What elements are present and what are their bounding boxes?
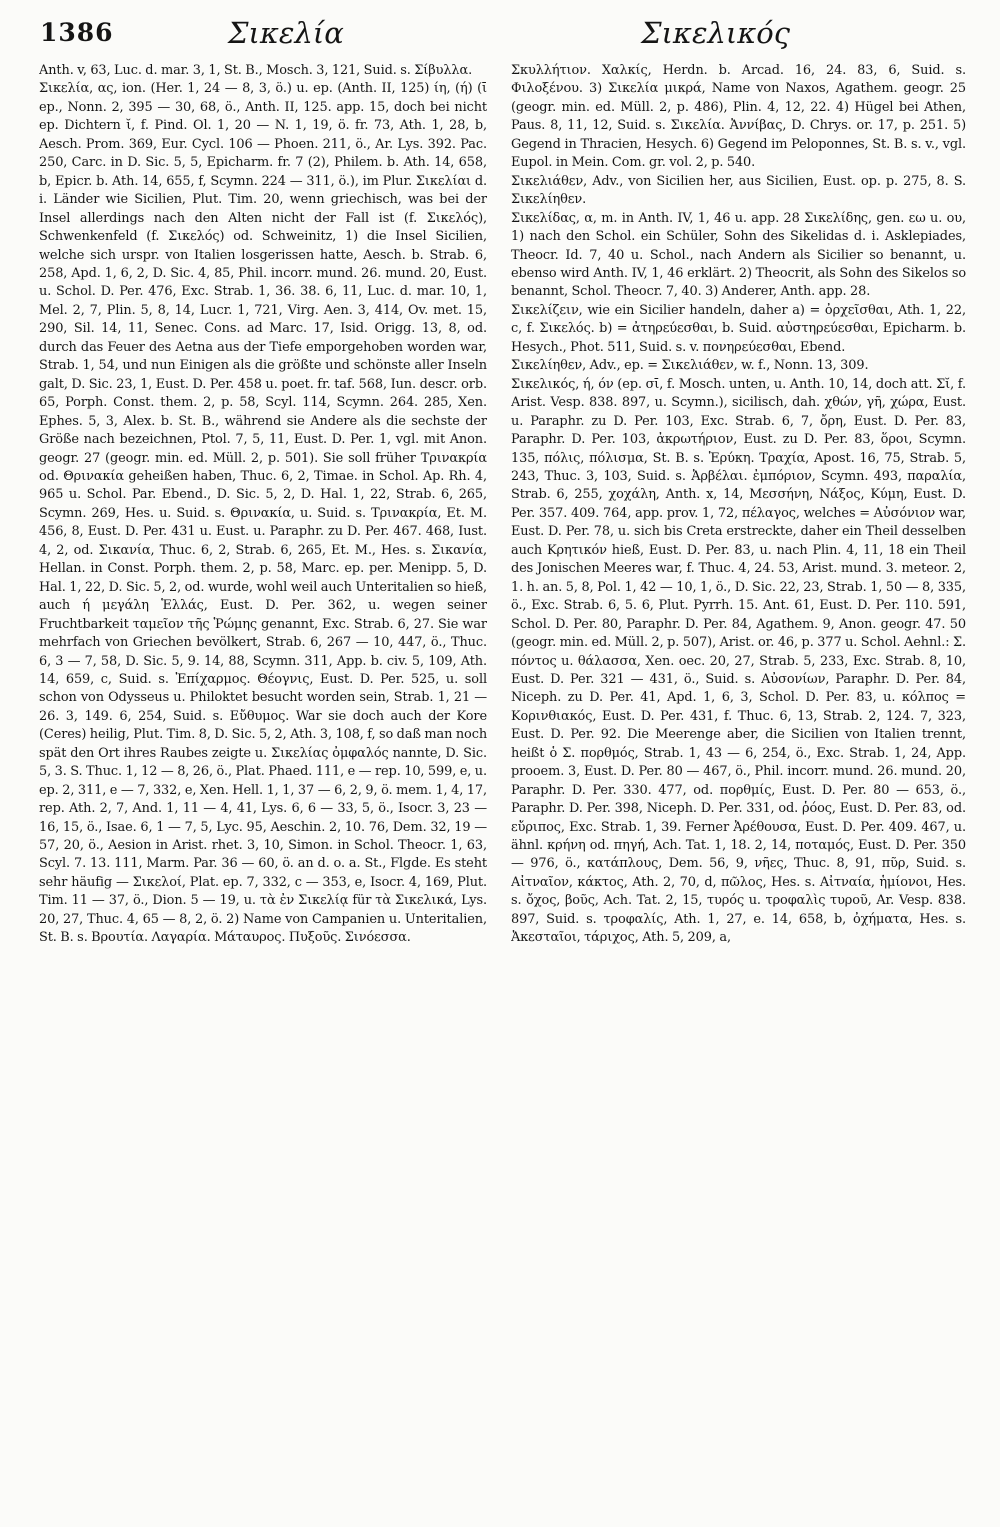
- entry-sikelia: Σικελία, ας, ion. (Her. 1, 24 — 8, 3, ö.) u. ep. (Anth. II, 125) ίη, (ή) (ῑ ep., Nonn. 2, 395 — 30, 68, ö., Anth. II, 125. app. 15, doch bei nicht ep. Dichtern ῐ, f. Pind. Ol. 1, 20 — N. 1, 19, ö. fr. 73, Ath. 1, 28, b, Aesch. Prom. 369, Eur. Cycl. 106 — Phoen. 211, ö., Ar. Lys. 392. Pac. 250, Carc. in D. Sic. 5, 5, Epicharm. fr. 7 (2), Philem. b. Ath. 14, 658, b, Epicr. b. Ath. 14, 655, f, Scymn. 224 — 311, ö.), im Plur. Σικελίαι d. i. Länder wie Sicilien, Plut. Tim. 20, wenn griechisch, was bei der Insel allerdings nach den Alten nicht der Fall ist (f. Σικελός), Schwenkenfeld (f. Σικελός) od. Schweinitz, 1) die Insel Sicilien, welche sich urspr. von Italien losgerissen hatte, Aesch. b. Strab. 6, 258, Apd. 1, 6, 2, D. Sic. 4, 85, Phil. incorr. mund. 26. mund. 20, Eust. u. Schol. D. Per. 476, Exc. Strab. 1, 36. 38. 6, 11, Luc. d. mar. 10, 1, Mel. 2, 7, Plin. 5, 8, 14, Lucr. 1, 721, Virg. Aen. 3, 414, Ov. met. 15, 290, Sil. 14, 11, Senec. Cons. ad Marc. 17, Isid. Origg. 13, 8, od. durch das Feuer des Aetna aus der Tiefe emporgehoben worden war, Strab. 1, 54, und nun Einigen als die größte und schönste aller Inseln galt, D. Sic. 23, 1, Eust. D. Per. 458 u. poet. fr. taf. 568, Iun. descr. orb. 65, Porph. Const. them. 2, p. 58, Scyl. 114, Scymn. 264. 285, Xen. Ephes. 5, 3, Alex. b. St. B., während sie Andere als die sechste der Größe nach bezeichnen, Ptol. 7, 5, 11, Eust. D. Per. 1, vgl. mit Anon. geogr. 27 (geogr. min. ed. Müll. 2, p. 501). Sie soll früher Τρινακρία od. Θρινακία geheißen haben, Thuc. 6, 2, Timae. in Schol. Ap. Rh. 4, 965 u. Schol. Par. Ebend., D. Sic. 5, 2, D. Hal. 1, 22, Strab. 6, 265, Scymn. 269, Hes. u. Suid. s. Θρινακία, u. Suid. s. Τρινακρία, Et. M. 456, 8, Eust. D. Per. 431 u. Eust. u. Paraphr. zu D. Per. 467. 468, Iust. 4, 2, od. Σικανία, Thuc. 6, 2, Strab. 6, 265, Et. M., Hes. s. Σικανία, Hellan. in Const. Porph. them. 2, p. 58, Marc. ep. per. Menipp. 5, D. Hal. 1, 22, D. Sic. 5, 2, od. wurde, wohl weil auch Unteritalien so hieß, auch ή μεγάλη Ἑλλάς, Eust. D. Per. 362, u. wegen seiner Fruchtbarkeit ταμεῖον τῆς Ῥώμης genannt, Exc. Strab. 6, 27. Sie war mehrfach von Griechen bevölkert, Strab. 6, 267 — 10, 447, ö., Thuc. 6, 3 — 7, 58, D. Sic. 5, 9. 14, 88, Scymn. 311, App. b. civ. 5, 109, Ath. 14, 659, c, Suid. s. Ἐπίχαρμος. Θέογνις, Eust. D. Per. 525, u. soll schon von Odysseus u. Philoktet besucht worden sein, Strab. 1, 21 — 26. 3, 149. 6, 254, Suid. s. Εὔθυμος. War sie doch auch der Kore (Ceres) heilig, Plut. Tim. 8, D. Sic. 5, 2, Ath. 3, 108, f, so daß man noch spät den Ort ihres Raubes zeigte u. Σικελίας ὀμφαλός nannte, D. Sic. 5, 3. S. Thuc. 1, 12 — 8, 26, ö., Plat. Phaed. 111, e — rep. 10, 599, e, u. ep. 2, 311, e — 7, 332, e, Xen. Hell. 1, 1, 37 — 6, 2, 9, ö. mem. 1, 4, 17, rep. Ath. 2, 7, And. 1, 11 — 4, 41, Lys. 6, 6 — 33, 5, ö., Isocr. 3, 23 — 16, 15, ö., Isae. 6, 1 — 7, 5, Lyc. 95, Aeschin. 2, 10. 76, Dem. 32, 19 — 57, 20, ö., Aesion in Arist. rhet. 3, 10, Simon. in Schol. Theocr. 1, 63, Scyl. 7. 13. 111, Marm. Par. 36 — 60, ö. an d. o. a. St., Flgde. Es steht sehr häufig — Σικελοί, Plat. ep. 7, 332, c — 353, e, Isocr. 4, 169, Plut. Tim. 11 — 37, ö., Dion. 5 — 19, u. τὰ ἐν Σικελίᾳ für τὰ Σικελικά, Lys. 20, 27, Thuc. 4, 65 — 8, 2, ö. 2) Name von Campanien u. Unteritalien, St. B. s. Βρουτία. Λαγαρία. Μάταυρος. Πυξοῦς. Σινόεσσα.: [39, 81, 487, 946]
- page-header: [0, 14, 1000, 54]
- entry-sikeliathen: Σικελιάθεν, Adv., von Sicilien her, aus Sicilien, Eust. op. p. 275, 8. S. Σικελίηθεν.: [511, 173, 966, 208]
- page-number: 1386: [40, 18, 114, 47]
- left-running-headword: Σικελία: [228, 16, 344, 50]
- entry-sikelizein: Σικελίζειν, wie ein Sicilier handeln, daher a) = ὀρχεῖσθαι, Ath. 1, 22, c, f. Σικελός. b) = ἀτηρεύεσθαι, b. Suid. αὐστηρεύεσθαι, Epicharm. b. Hesych., Phot. 511, Suid. s. v. πονηρεύεσθαι, Ebend.: [511, 302, 966, 355]
- entry-sikelidas: Σικελίδας, α, m. in Anth. IV, 1, 46 u. app. 28 Σικελίδης, gen. εω u. ου, 1) nach den Schol. ein Schüler, Sohn des Sikelidas d. i. Asklepiades, Theocr. Id. 7, 40 u. Schol., nach Andern als Sicilier so benannt, u. ebenso wird Anth. IV, 1, 46 erklärt. 2) Theocrit, als Sohn des Sikelos so benannt, Schol. Theocr. 7, 40. 3) Anderer, Anth. app. 28.: [511, 210, 966, 300]
- left-column: [39, 62, 487, 1521]
- entry-continuation-sibylla: Anth. v, 63, Luc. d. mar. 3, 1, St. B., Mosch. 3, 121, Suid. s. Σίβυλλα.: [39, 63, 473, 78]
- entry-sikelia-continued: Σκυλλήτιον. Χαλκίς, Herdn. b. Arcad. 16, 24. 83, 6, Suid. s. Φιλοξένου. 3) Σικελία μικρά, Name von Naxos, Agathem. geogr. 25 (geogr. min. ed. Müll. 2, p. 486), Plin. 4, 12, 22. 4) Hügel bei Athen, Paus. 8, 11, 12, Suid. s. Σικελία. Ἀννίβας, D. Chrys. or. 17, p. 251. 5) Gegend in Thracien, Hesych. 6) Gegend im Peloponnes, St. B. s. v., vgl. Eupol. in Mein. Com. gr. vol. 2, p. 540.: [511, 63, 966, 171]
- right-running-headword: Σικελικός: [641, 16, 790, 50]
- entry-sikeliethen: Σικελίηθεν, Adv., ep. = Σικελιάθεν, w. f., Nonn. 13, 309.: [511, 358, 869, 374]
- entry-sikelikos: Σικελικός, ή, όν (ep. σῑ, f. Mosch. unten, u. Anth. 10, 14, doch att. Σῐ, f. Arist. Vesp. 838. 897, u. Scymn.), sicilisch, dah. χθών, γῆ, χώρα, Eust. u. Paraphr. zu D. Per. 103, Exc. Strab. 6, 7, ὄρη, Eust. D. Per. 83, Paraphr. D. Per. 103, ἀκρωτήριον, Eust. zu D. Per. 83, ὅροι, Scymn. 135, πόλις, πόλισμα, St. B. s. Ἐρύκη. Τραχία, Apost. 16, 75, Strab. 5, 243, Thuc. 3, 103, Suid. s. Ἀρβέλαι. ἐμπόριον, Scymn. 493, παραλία, Strab. 6, 255, χοχάλη, Anth. x, 14, Μεσσήνη, Νάξος, Κύμη, Eust. D. Per. 357. 409. 764, app. prov. 1, 72, πέλαγος, welches = Αὐσόνιον war, Eust. D. Per. 78, u. sich bis Creta erstreckte, daher ein Theil desselben auch Κρητικόν hieß, Eust. D. Per. 83, u. nach Plin. 4, 11, 18 ein Theil des Jonischen Meeres war, f. Thuc. 4, 24. 53, Arist. mund. 3. meteor. 2, 1. h. an. 5, 8, Pol. 1, 42 — 10, 1, ö., D. Sic. 22, 23, Strab. 1, 50 — 8, 335, ö., Exc. Strab. 6, 5. 6, Plut. Pyrrh. 15. Ant. 61, Eust. D. Per. 110. 591, Schol. D. Per. 80, Paraphr. D. Per. 84, Agathem. 9, Anon. geogr. 47. 50 (geogr. min. ed. Müll. 2, p. 507), Arist. or. 46, p. 377 u. Schol. Aehnl.: Σ. πόντος u. θάλασσα, Xen. oec. 20, 27, Strab. 5, 233, Exc. Strab. 8, 10, Eust. D. Per. 321 — 431, ö., Suid. s. Αὐσονίων, Paraphr. D. Per. 84, Niceph. zu D. Per. 41, Apd. 1, 6, 3, Schol. D. Per. 83, u. κόλπος = Κορινθιακός, Eust. D. Per. 431, f. Thuc. 6, 13, Strab. 2, 124. 7, 323, Eust. D. Per. 92. Die Meerenge aber, die Sicilien von Italien trennt, heißt ὁ Σ. πορθμός, Strab. 1, 43 — 6, 254, ö., Exc. Strab. 1, 24, App. prooem. 3, Eust. D. Per. 80 — 467, ö., Phil. incorr. mund. 26. mund. 20, Paraphr. D. Per. 330. 477, od. πορθμίς, Eust. D. Per. 80 — 653, ö., Paraphr. D. Per. 398, Niceph. D. Per. 331, od. ῥόος, Eust. D. Per. 83, od. εὔριπος, Exc. Strab. 1, 39. Ferner Ἀρέθουσα, Eust. D. Per. 409. 467, u. ähnl. κρήνη od. πηγή, Ach. Tat. 1, 18. 2, 14, ποταμός, Eust. D. Per. 350 — 976, ö., κατάπλους, Dem. 56, 9, νῆες, Thuc. 8, 91, πῦρ, Suid. s. Αἰτναῖον, κάκτος, Ath. 2, 70, d, πῶλος, Hes. s. Αἰτναία, ἡμίονοι, Hes. s. ὄχος, βοῦς, Ach. Tat. 2, 15, τυρός u. τροφαλὶς τυροῦ, Ar. Vesp. 838. 897, Suid. s. τροφαλίς, Ath. 1, 27, e. 14, 658, b, ὀχήματα, Hes. s. Ἀκεσταῖοι, τάριχος, Ath. 5, 209, a,: [511, 376, 966, 946]
- right-column: [511, 62, 966, 1521]
